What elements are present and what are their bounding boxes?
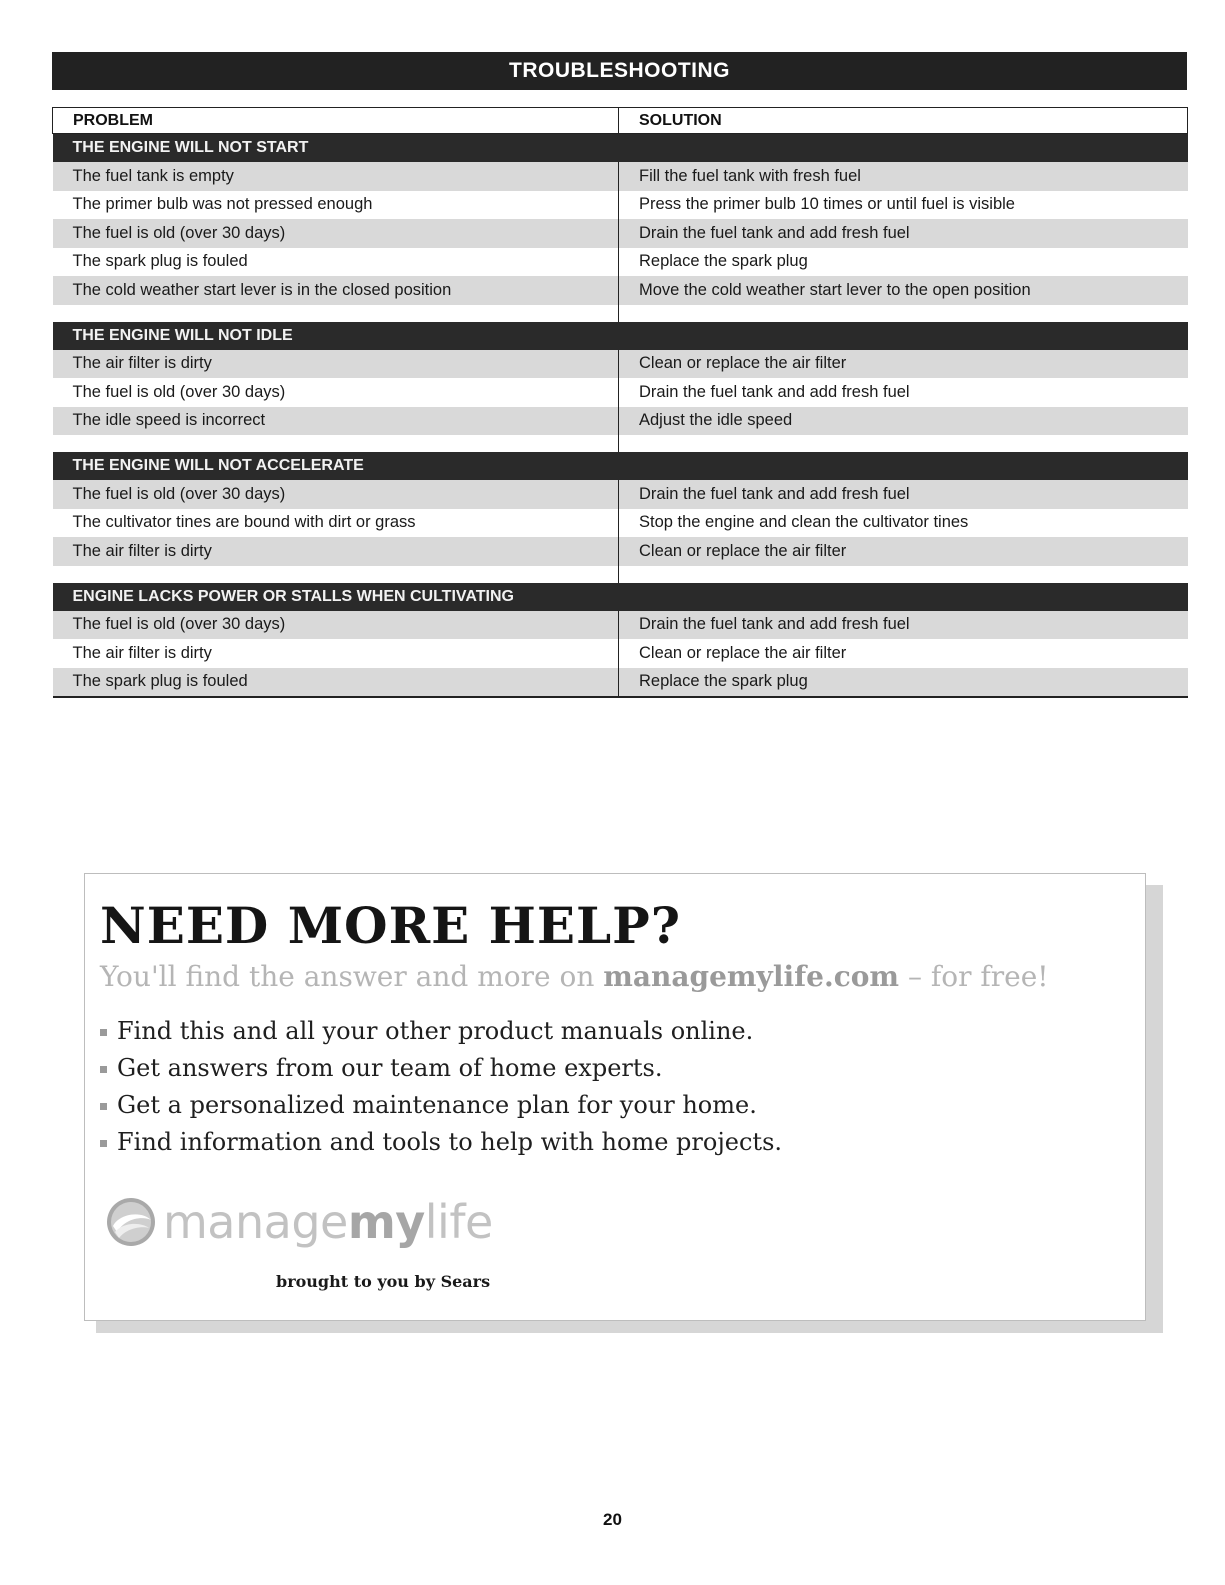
solution-cell: Press the primer bulb 10 times or until fuel is visible bbox=[639, 195, 1015, 214]
table-row bbox=[53, 378, 1188, 407]
logo-text-manage: manage bbox=[163, 1195, 348, 1249]
section-spacer bbox=[53, 435, 1188, 452]
section-spacer bbox=[53, 566, 1188, 583]
logo-tagline: brought to you by Sears bbox=[276, 1272, 491, 1291]
problem-cell: The cultivator tines are bound with dirt or grass bbox=[53, 509, 619, 538]
help-list-item bbox=[100, 1013, 782, 1050]
solution-cell: Replace the spark plug bbox=[619, 668, 1188, 698]
table-row bbox=[53, 480, 1188, 509]
section-heading: THE ENGINE WILL NOT ACCELERATE bbox=[53, 452, 1188, 480]
spacer-cell bbox=[619, 305, 1188, 322]
help-subtitle-post: – for free! bbox=[899, 960, 1049, 993]
bullet-square-icon bbox=[100, 1029, 107, 1036]
section-heading-row bbox=[53, 452, 1188, 480]
problem-cell: The spark plug is fouled bbox=[53, 248, 619, 277]
section-heading: THE ENGINE WILL NOT START bbox=[53, 134, 1188, 163]
problem-cell: The fuel is old (over 30 days) bbox=[53, 378, 619, 407]
logo-text-my: my bbox=[347, 1195, 425, 1249]
table-row bbox=[53, 639, 1188, 668]
bullet-square-icon bbox=[100, 1140, 107, 1147]
help-list bbox=[100, 1013, 782, 1161]
swirl-logo-icon bbox=[105, 1196, 157, 1248]
spacer-cell bbox=[53, 566, 619, 583]
table-row bbox=[53, 407, 1188, 436]
help-subtitle-site: managemylife.com bbox=[603, 960, 900, 993]
bullet-square-icon bbox=[100, 1103, 107, 1110]
bullet-square-icon bbox=[100, 1066, 107, 1073]
solution-cell: Move the cold weather start lever to the open position bbox=[619, 276, 1188, 305]
section-heading: ENGINE LACKS POWER OR STALLS WHEN CULTIVATING bbox=[53, 583, 1188, 611]
help-list-item-text: Get answers from our team of home experts. bbox=[117, 1054, 663, 1082]
table-row bbox=[53, 276, 1188, 305]
table-row bbox=[53, 509, 1188, 538]
solution-cell: Drain the fuel tank and add fresh fuel bbox=[619, 611, 1188, 640]
problem-cell: The fuel is old (over 30 days) bbox=[53, 480, 619, 509]
problem-cell: The idle speed is incorrect bbox=[53, 407, 619, 436]
section-heading-row bbox=[53, 322, 1188, 350]
page-title: TROUBLESHOOTING bbox=[52, 52, 1187, 90]
help-box-shadow bbox=[96, 1319, 1163, 1333]
spacer-cell bbox=[53, 305, 619, 322]
help-list-item bbox=[100, 1050, 782, 1087]
problem-cell: The primer bulb was not pressed enough bbox=[53, 191, 619, 220]
troubleshooting-table bbox=[52, 107, 1188, 698]
help-list-item bbox=[100, 1124, 782, 1161]
logo-text bbox=[163, 1195, 493, 1249]
table-header-row bbox=[53, 108, 1188, 134]
section-heading-row bbox=[53, 134, 1188, 163]
help-list-item-text: Find this and all your other product manuals online. bbox=[117, 1017, 754, 1045]
help-title: NEED MORE HELP? bbox=[100, 896, 682, 955]
solution-cell: Clean or replace the air filter bbox=[619, 537, 1188, 566]
solution-cell: Adjust the idle speed bbox=[619, 407, 1188, 436]
table-row bbox=[53, 162, 1188, 191]
help-list-item-text: Find information and tools to help with home projects. bbox=[117, 1128, 783, 1156]
table-row bbox=[53, 350, 1188, 379]
table-row bbox=[53, 537, 1188, 566]
problem-cell: The fuel is old (over 30 days) bbox=[53, 611, 619, 640]
problem-cell: The air filter is dirty bbox=[53, 639, 619, 668]
solution-cell: Drain the fuel tank and add fresh fuel bbox=[619, 480, 1188, 509]
table-row bbox=[53, 611, 1188, 640]
help-subtitle-pre: You'll find the answer and more on bbox=[100, 960, 604, 993]
solution-cell: Clean or replace the air filter bbox=[619, 350, 1188, 379]
section-heading: THE ENGINE WILL NOT IDLE bbox=[53, 322, 1188, 350]
problem-cell: The air filter is dirty bbox=[53, 537, 619, 566]
logo-text-life: life bbox=[424, 1195, 493, 1249]
problem-cell: The cold weather start lever is in the closed position bbox=[53, 276, 619, 305]
page-number: 20 bbox=[603, 1510, 622, 1529]
help-list-item-text: Get a personalized maintenance plan for your home. bbox=[117, 1091, 757, 1119]
help-box-shadow bbox=[1145, 885, 1163, 1333]
table-row bbox=[53, 668, 1188, 698]
column-header-problem: PROBLEM bbox=[53, 108, 619, 134]
solution-cell: Drain the fuel tank and add fresh fuel bbox=[619, 219, 1188, 248]
table-row bbox=[53, 219, 1188, 248]
table-row bbox=[53, 191, 1188, 220]
solution-cell: Fill the fuel tank with fresh fuel bbox=[619, 162, 1188, 191]
spacer-cell bbox=[619, 435, 1188, 452]
section-spacer bbox=[53, 305, 1188, 322]
problem-cell: The fuel is old (over 30 days) bbox=[53, 219, 619, 248]
column-header-solution: SOLUTION bbox=[619, 108, 1188, 134]
table-row bbox=[53, 248, 1188, 277]
spacer-cell bbox=[619, 566, 1188, 583]
help-subtitle bbox=[100, 960, 1049, 993]
problem-cell: The fuel tank is empty bbox=[53, 162, 619, 191]
section-heading-row bbox=[53, 583, 1188, 611]
solution-cell: Clean or replace the air filter bbox=[639, 643, 847, 662]
problem-cell: The spark plug is fouled bbox=[53, 668, 619, 698]
solution-cell: Drain the fuel tank and add fresh fuel bbox=[639, 382, 910, 401]
solution-cell: Replace the spark plug bbox=[639, 252, 808, 271]
spacer-cell bbox=[53, 435, 619, 452]
help-list-item bbox=[100, 1087, 782, 1124]
managemylife-logo bbox=[105, 1194, 493, 1250]
problem-cell: The air filter is dirty bbox=[53, 350, 619, 379]
solution-cell: Stop the engine and clean the cultivator tines bbox=[639, 513, 969, 532]
